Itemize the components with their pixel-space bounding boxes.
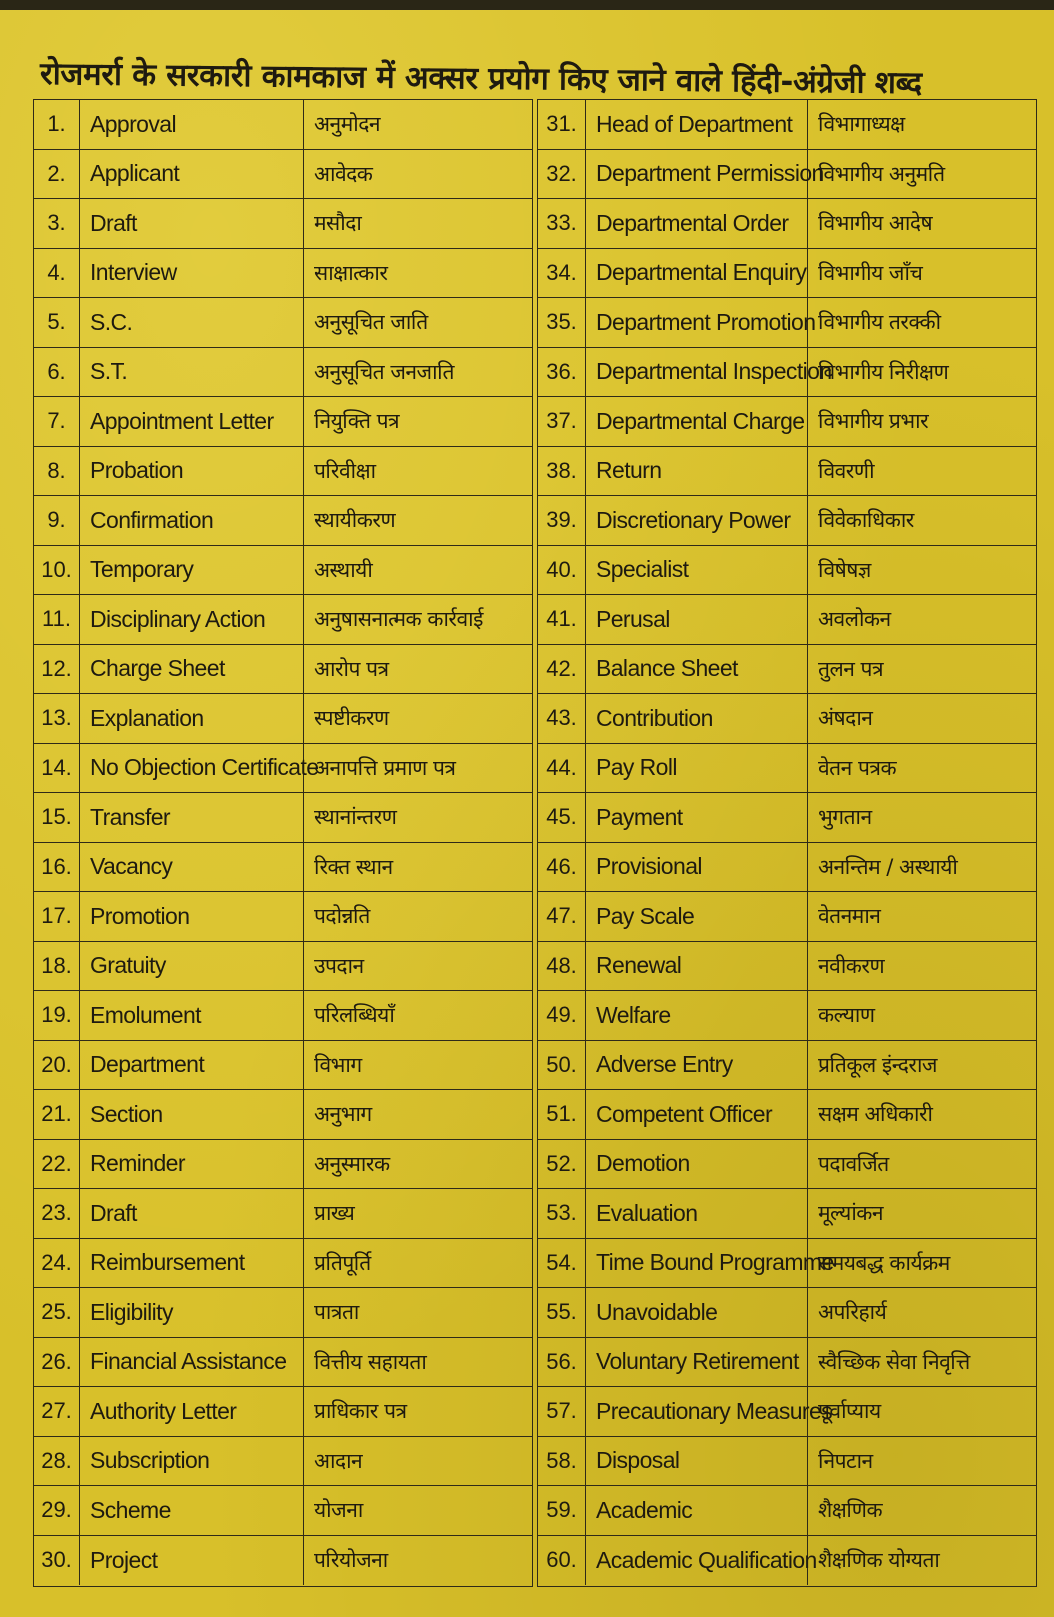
row-number: 24.	[34, 1239, 80, 1288]
row-number: 25.	[34, 1288, 80, 1337]
hindi-term: प्रतिपूर्ति	[314, 1250, 371, 1275]
hindi-term: पदोन्नति	[314, 904, 370, 929]
table-row	[538, 397, 1036, 447]
table-row	[34, 744, 532, 794]
table-row	[34, 1387, 532, 1437]
english-term: Renewal	[586, 942, 808, 991]
row-number: 53.	[538, 1189, 586, 1238]
table-row	[34, 1239, 532, 1289]
row-number: 21.	[34, 1090, 80, 1139]
row-number: 43.	[538, 694, 586, 743]
row-number: 27.	[34, 1387, 80, 1436]
english-term: Section	[80, 1090, 304, 1139]
row-number: 5.	[34, 298, 80, 347]
english-term: Reimbursement	[80, 1239, 304, 1288]
row-number: 1.	[34, 100, 80, 149]
table-row	[34, 298, 532, 348]
table-row	[538, 1090, 1036, 1140]
hindi-term: स्वैच्छिक सेवा निवृत्ति	[818, 1349, 970, 1374]
english-term: S.T.	[80, 348, 304, 397]
hindi-term: प्रतिकूल इंन्दराज	[818, 1052, 937, 1077]
english-term: Evaluation	[586, 1189, 808, 1238]
english-term: Pay Scale	[586, 892, 808, 941]
row-number: 14.	[34, 744, 80, 793]
english-term: Charge Sheet	[80, 645, 304, 694]
english-term: Pay Roll	[586, 744, 808, 793]
hindi-term: विभागीय जाँच	[818, 260, 923, 285]
hindi-term: विवरणी	[818, 458, 875, 483]
english-term: Eligibility	[80, 1288, 304, 1337]
row-number: 37.	[538, 397, 586, 446]
hindi-term: वित्तीय सहायता	[314, 1349, 427, 1374]
row-number: 20.	[34, 1041, 80, 1090]
hindi-term: तुलन पत्र	[818, 656, 884, 681]
table-row	[34, 397, 532, 447]
table-row	[34, 595, 532, 645]
english-term: Disciplinary Action	[80, 595, 304, 644]
table-row	[34, 496, 532, 546]
row-number: 4.	[34, 249, 80, 298]
english-term: Approval	[80, 100, 304, 149]
english-term: Department Promotion	[586, 298, 808, 347]
english-term: Head of Department	[586, 100, 808, 149]
english-term: Adverse Entry	[586, 1041, 808, 1090]
hindi-term: अनापत्ति प्रमाण पत्र	[314, 755, 456, 780]
hindi-term: प्राख्य	[314, 1201, 355, 1226]
hindi-term: विवेकाधिकार	[818, 508, 914, 533]
english-term: Welfare	[586, 991, 808, 1040]
hindi-term: विभागीय प्रभार	[818, 409, 929, 434]
hindi-term: आरोप पत्र	[314, 656, 389, 681]
hindi-term: परिलब्धियाँ	[314, 1003, 395, 1028]
hindi-term: उपदान	[314, 953, 364, 978]
hindi-term: नवीकरण	[818, 953, 885, 978]
row-number: 58.	[538, 1437, 586, 1486]
row-number: 26.	[34, 1338, 80, 1387]
table-row	[538, 1288, 1036, 1338]
english-term: Emolument	[80, 991, 304, 1040]
row-number: 29.	[34, 1486, 80, 1535]
row-number: 32.	[538, 150, 586, 199]
english-term: Balance Sheet	[586, 645, 808, 694]
row-number: 34.	[538, 249, 586, 298]
table-row	[34, 1189, 532, 1239]
table-row	[34, 1090, 532, 1140]
table-row	[34, 694, 532, 744]
table-row	[538, 496, 1036, 546]
row-number: 15.	[34, 793, 80, 842]
table-row	[34, 150, 532, 200]
hindi-term: विषेषज्ञ	[818, 557, 871, 582]
hindi-term: आदान	[314, 1448, 363, 1473]
table-row	[34, 1140, 532, 1190]
hindi-term: अनुषासनात्मक कार्रवाई	[314, 607, 483, 632]
hindi-term: परियोजना	[314, 1548, 388, 1573]
english-term: Departmental Charge	[586, 397, 808, 446]
row-number: 46.	[538, 843, 586, 892]
english-term: Department	[80, 1041, 304, 1090]
english-term: Draft	[80, 199, 304, 248]
english-term: Departmental Order	[586, 199, 808, 248]
row-number: 16.	[34, 843, 80, 892]
row-number: 59.	[538, 1486, 586, 1535]
hindi-term: अनुभाग	[314, 1102, 372, 1127]
row-number: 22.	[34, 1140, 80, 1189]
hindi-term: विभागाध्यक्ष	[818, 112, 905, 137]
row-number: 42.	[538, 645, 586, 694]
hindi-term: स्थानांन्तरण	[314, 805, 397, 830]
hindi-term: अस्थायी	[314, 557, 373, 582]
row-number: 10.	[34, 546, 80, 595]
hindi-term: भुगतान	[818, 805, 872, 830]
table-row	[538, 595, 1036, 645]
row-number: 19.	[34, 991, 80, 1040]
table-row	[34, 249, 532, 299]
row-number: 55.	[538, 1288, 586, 1337]
table-row	[34, 892, 532, 942]
english-term: Interview	[80, 249, 304, 298]
table-row	[34, 1041, 532, 1091]
english-term: Transfer	[80, 793, 304, 842]
table-row	[538, 1140, 1036, 1190]
table-row	[538, 694, 1036, 744]
table-row	[538, 100, 1036, 150]
row-number: 54.	[538, 1239, 586, 1288]
table-row	[34, 942, 532, 992]
table-row	[34, 100, 532, 150]
english-term: Confirmation	[80, 496, 304, 545]
row-number: 30.	[34, 1536, 80, 1586]
hindi-term: अवलोकन	[818, 607, 891, 632]
top-edge-strip	[0, 0, 1054, 10]
english-term: Provisional	[586, 843, 808, 892]
row-number: 8.	[34, 447, 80, 496]
english-term: Precautionary Measures	[586, 1387, 808, 1436]
table-row	[538, 1338, 1036, 1388]
english-term: Gratuity	[80, 942, 304, 991]
hindi-term: शैक्षणिक	[818, 1498, 883, 1523]
english-term: Time Bound Programme	[586, 1239, 808, 1288]
hindi-term: कल्याण	[818, 1003, 875, 1028]
english-term: Specialist	[586, 546, 808, 595]
english-term: Departmental Enquiry	[586, 249, 808, 298]
table-row	[538, 199, 1036, 249]
hindi-term: साक्षात्कार	[314, 260, 388, 285]
english-term: Probation	[80, 447, 304, 496]
left-glossary-table	[33, 99, 533, 1587]
table-row	[538, 991, 1036, 1041]
english-term: Academic Qualification	[586, 1536, 808, 1586]
english-term: Authority Letter	[80, 1387, 304, 1436]
table-row	[34, 546, 532, 596]
table-row	[538, 793, 1036, 843]
hindi-term: पात्रता	[314, 1300, 359, 1325]
table-row	[538, 249, 1036, 299]
row-number: 52.	[538, 1140, 586, 1189]
english-term: Promotion	[80, 892, 304, 941]
row-number: 60.	[538, 1536, 586, 1586]
row-number: 2.	[34, 150, 80, 199]
hindi-term: अनुसूचित जनजाति	[314, 359, 454, 384]
row-number: 28.	[34, 1437, 80, 1486]
hindi-term: मूल्यांकन	[818, 1201, 884, 1226]
english-term: Financial Assistance	[80, 1338, 304, 1387]
table-row	[538, 744, 1036, 794]
hindi-term: आवेदक	[314, 161, 373, 186]
table-row	[34, 793, 532, 843]
hindi-term: सक्षम अधिकारी	[818, 1102, 933, 1127]
table-row	[538, 645, 1036, 695]
row-number: 18.	[34, 942, 80, 991]
row-number: 36.	[538, 348, 586, 397]
table-row	[538, 1041, 1036, 1091]
english-term: Demotion	[586, 1140, 808, 1189]
hindi-term: समयबद्ध कार्यक्रम	[818, 1250, 950, 1275]
hindi-term: योजना	[314, 1498, 363, 1523]
table-row	[538, 1486, 1036, 1536]
english-term: Vacancy	[80, 843, 304, 892]
row-number: 44.	[538, 744, 586, 793]
hindi-term: अनुस्मारक	[314, 1151, 390, 1176]
english-term: Draft	[80, 1189, 304, 1238]
table-row	[538, 892, 1036, 942]
english-term: Voluntary Retirement	[586, 1338, 808, 1387]
table-row	[538, 1189, 1036, 1239]
hindi-term: विभागीय आदेष	[818, 211, 933, 236]
table-row	[538, 1437, 1036, 1487]
english-term: Temporary	[80, 546, 304, 595]
row-number: 49.	[538, 991, 586, 1040]
row-number: 7.	[34, 397, 80, 446]
row-number: 6.	[34, 348, 80, 397]
english-term: Competent Officer	[586, 1090, 808, 1139]
table-row	[538, 843, 1036, 893]
english-term: Academic	[586, 1486, 808, 1535]
english-term: Discretionary Power	[586, 496, 808, 545]
row-number: 40.	[538, 546, 586, 595]
row-number: 48.	[538, 942, 586, 991]
row-number: 17.	[34, 892, 80, 941]
english-term: S.C.	[80, 298, 304, 347]
english-term: Scheme	[80, 1486, 304, 1535]
right-glossary-table	[537, 99, 1037, 1587]
row-number: 57.	[538, 1387, 586, 1436]
english-term: Applicant	[80, 150, 304, 199]
hindi-term: शैक्षणिक योग्यता	[818, 1548, 940, 1573]
table-row	[34, 1338, 532, 1388]
table-row	[538, 1387, 1036, 1437]
english-term: Appointment Letter	[80, 397, 304, 446]
table-row	[538, 1239, 1036, 1289]
table-row	[538, 150, 1036, 200]
table-row	[538, 1536, 1036, 1586]
table-row	[538, 298, 1036, 348]
english-term: Disposal	[586, 1437, 808, 1486]
hindi-term: पदावर्जित	[818, 1151, 889, 1176]
hindi-term: प्राधिकार पत्र	[314, 1399, 407, 1424]
english-term: Return	[586, 447, 808, 496]
row-number: 41.	[538, 595, 586, 644]
row-number: 9.	[34, 496, 80, 545]
hindi-term: वेतनमान	[818, 904, 881, 929]
table-row	[34, 991, 532, 1041]
row-number: 35.	[538, 298, 586, 347]
hindi-term: निपटान	[818, 1448, 873, 1473]
row-number: 50.	[538, 1041, 586, 1090]
english-term: Department Permission	[586, 150, 808, 199]
row-number: 33.	[538, 199, 586, 248]
english-term: Explanation	[80, 694, 304, 743]
row-number: 23.	[34, 1189, 80, 1238]
hindi-term: अनन्तिम / अस्थायी	[818, 854, 958, 879]
hindi-term: विभागीय अनुमति	[818, 161, 945, 186]
row-number: 56.	[538, 1338, 586, 1387]
table-row	[34, 1486, 532, 1536]
english-term: Project	[80, 1536, 304, 1586]
hindi-term: अपरिहार्य	[818, 1300, 887, 1325]
table-row	[538, 447, 1036, 497]
english-term: Payment	[586, 793, 808, 842]
hindi-term: अनुसूचित जाति	[314, 310, 428, 335]
table-row	[34, 1437, 532, 1487]
row-number: 47.	[538, 892, 586, 941]
english-term: Subscription	[80, 1437, 304, 1486]
hindi-term: स्थायीकरण	[314, 508, 396, 533]
row-number: 12.	[34, 645, 80, 694]
table-row	[538, 348, 1036, 398]
table-row	[538, 942, 1036, 992]
hindi-term: रिक्त स्थान	[314, 854, 393, 879]
hindi-term: पूर्वाप्याय	[818, 1399, 881, 1424]
row-number: 13.	[34, 694, 80, 743]
row-number: 38.	[538, 447, 586, 496]
hindi-term: स्पष्टीकरण	[314, 706, 389, 731]
hindi-term: मसौदा	[314, 211, 362, 236]
row-number: 39.	[538, 496, 586, 545]
hindi-term: अनुमोदन	[314, 112, 381, 137]
row-number: 51.	[538, 1090, 586, 1139]
hindi-term: वेतन पत्रक	[818, 755, 897, 780]
hindi-term: अंषदान	[818, 706, 873, 731]
english-term: Reminder	[80, 1140, 304, 1189]
english-term: Contribution	[586, 694, 808, 743]
row-number: 11.	[34, 595, 80, 644]
table-row	[34, 199, 532, 249]
table-row	[538, 546, 1036, 596]
table-row	[34, 1536, 532, 1586]
row-number: 31.	[538, 100, 586, 149]
english-term: Unavoidable	[586, 1288, 808, 1337]
hindi-term: विभाग	[314, 1052, 362, 1077]
english-term: No Objection Certificate	[80, 744, 304, 793]
hindi-term: परिवीक्षा	[314, 458, 376, 483]
row-number: 3.	[34, 199, 80, 248]
table-row	[34, 447, 532, 497]
hindi-term: विभागीय तरक्की	[818, 310, 941, 335]
page-title: रोजमर्रा के सरकारी कामकाज में अक्सर प्रयोग किए जाने वाले हिंदी-अंग्रेजी शब्द	[39, 56, 922, 102]
table-row	[34, 645, 532, 695]
table-row	[34, 1288, 532, 1338]
hindi-term: नियुक्ति पत्र	[314, 409, 400, 434]
english-term: Departmental Inspection	[586, 348, 808, 397]
row-number: 45.	[538, 793, 586, 842]
table-row	[34, 843, 532, 893]
english-term: Perusal	[586, 595, 808, 644]
table-row	[34, 348, 532, 398]
hindi-term: विभागीय निरीक्षण	[818, 359, 949, 384]
